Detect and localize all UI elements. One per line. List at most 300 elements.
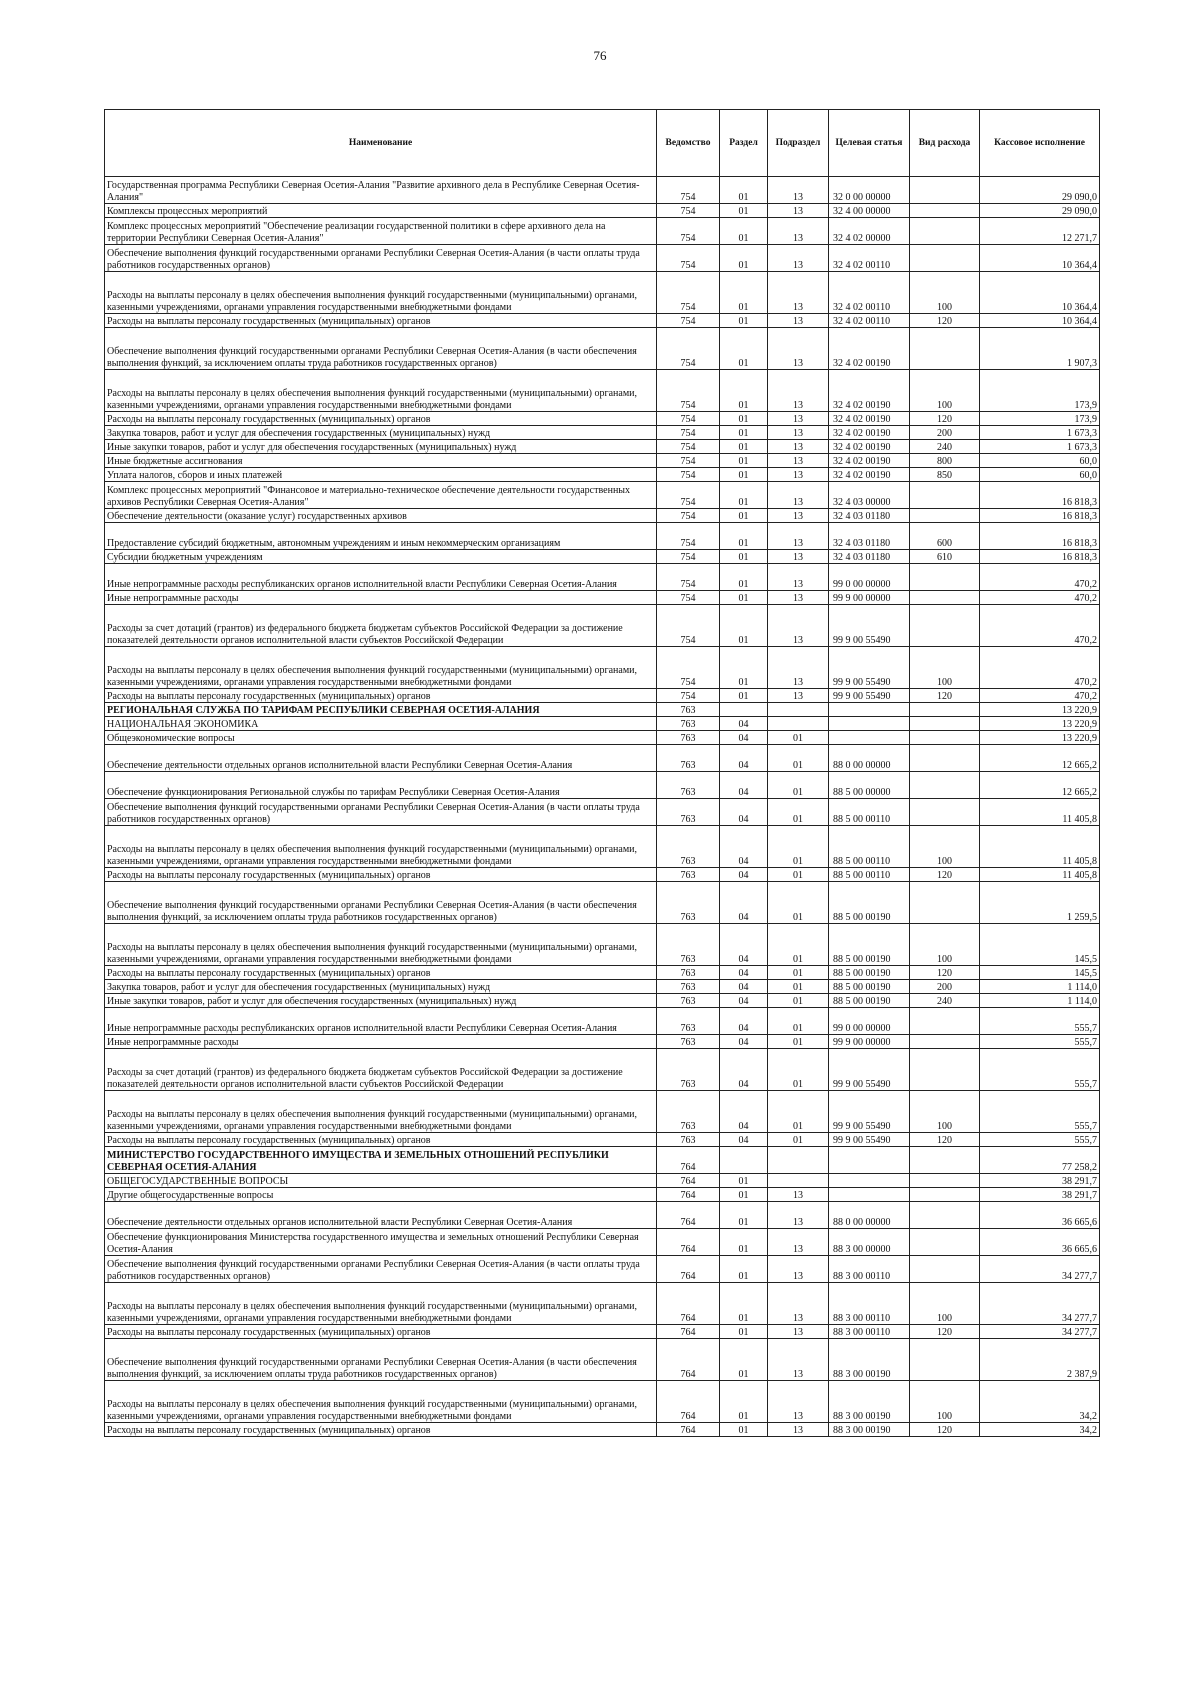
table-row — [105, 550, 1100, 564]
cell-name: Обеспечение выполнения функций государственными органами Республики Северная Осетия-Алания (в части обеспечения выполнения функций, за исключением оплаты труда работников государственных органов) — [105, 328, 657, 370]
cell-target: 32 4 02 00000 — [829, 218, 910, 245]
cell-execution: 470,2 — [980, 647, 1100, 689]
cell-department: 763 — [657, 980, 720, 994]
cell-department: 754 — [657, 509, 720, 523]
cell-department: 754 — [657, 468, 720, 482]
cell-department: 754 — [657, 523, 720, 550]
cell-expense-type: 120 — [910, 1325, 980, 1339]
table-row — [105, 1423, 1100, 1437]
table-row — [105, 924, 1100, 966]
cell-name: РЕГИОНАЛЬНАЯ СЛУЖБА ПО ТАРИФАМ РЕСПУБЛИКИ СЕВЕРНАЯ ОСЕТИЯ-АЛАНИЯ — [105, 703, 657, 717]
cell-execution: 555,7 — [980, 1008, 1100, 1035]
table-row — [105, 468, 1100, 482]
cell-section — [720, 1147, 768, 1174]
cell-section: 04 — [720, 868, 768, 882]
cell-expense-type — [910, 605, 980, 647]
cell-department: 763 — [657, 826, 720, 868]
cell-target: 32 4 02 00190 — [829, 412, 910, 426]
header-target: Целевая статья — [829, 110, 910, 177]
cell-department: 764 — [657, 1381, 720, 1423]
cell-department: 764 — [657, 1339, 720, 1381]
cell-execution: 13 220,9 — [980, 731, 1100, 745]
cell-target: 88 3 00 00110 — [829, 1256, 910, 1283]
cell-expense-type — [910, 1339, 980, 1381]
cell-name: Комплексы процессных мероприятий — [105, 204, 657, 218]
cell-target: 88 3 00 00110 — [829, 1283, 910, 1325]
cell-department: 763 — [657, 994, 720, 1008]
cell-target: 32 4 02 00190 — [829, 426, 910, 440]
cell-expense-type: 240 — [910, 994, 980, 1008]
cell-section — [720, 703, 768, 717]
cell-subsection: 13 — [768, 1325, 829, 1339]
cell-section: 04 — [720, 924, 768, 966]
cell-expense-type — [910, 799, 980, 826]
cell-name: МИНИСТЕРСТВО ГОСУДАРСТВЕННОГО ИМУЩЕСТВА И ЗЕМЕЛЬНЫХ ОТНОШЕНИЙ РЕСПУБЛИКИ СЕВЕРНАЯ ОСЕТИЯ-АЛАНИЯ — [105, 1147, 657, 1174]
cell-name: Комплекс процессных мероприятий "Финансовое и материально-техническое обеспечение деятельности государственных архивов Республики Северная Осетия-Алания" — [105, 482, 657, 509]
cell-section: 04 — [720, 826, 768, 868]
page-number: 76 — [593, 48, 607, 63]
cell-execution: 29 090,0 — [980, 177, 1100, 204]
cell-execution: 60,0 — [980, 468, 1100, 482]
cell-subsection: 01 — [768, 882, 829, 924]
cell-execution: 145,5 — [980, 966, 1100, 980]
header-section: Раздел — [720, 110, 768, 177]
cell-section: 01 — [720, 218, 768, 245]
table-row — [105, 1188, 1100, 1202]
cell-subsection: 01 — [768, 980, 829, 994]
cell-subsection — [768, 703, 829, 717]
cell-expense-type — [910, 1229, 980, 1256]
cell-section: 01 — [720, 454, 768, 468]
cell-section: 04 — [720, 745, 768, 772]
cell-subsection: 01 — [768, 745, 829, 772]
cell-name: Расходы на выплаты персоналу в целях обеспечения выполнения функций государственными (муниципальными) органами, казенными учреждениями, органами управления государственными внебюджетными фондами — [105, 1381, 657, 1423]
cell-execution: 173,9 — [980, 370, 1100, 412]
cell-department: 763 — [657, 1035, 720, 1049]
cell-department: 763 — [657, 868, 720, 882]
cell-target: 88 3 00 00110 — [829, 1325, 910, 1339]
table-row — [105, 1147, 1100, 1174]
cell-execution: 34,2 — [980, 1381, 1100, 1423]
cell-name: Иные непрограммные расходы — [105, 1035, 657, 1049]
cell-subsection: 01 — [768, 826, 829, 868]
cell-section: 01 — [720, 1325, 768, 1339]
cell-expense-type: 100 — [910, 924, 980, 966]
cell-department: 763 — [657, 772, 720, 799]
cell-target: 99 9 00 55490 — [829, 1049, 910, 1091]
cell-section: 04 — [720, 980, 768, 994]
cell-name: Расходы на выплаты персоналу в целях обеспечения выполнения функций государственными (муниципальными) органами, казенными учреждениями, органами управления государственными внебюджетными фондами — [105, 924, 657, 966]
cell-section: 04 — [720, 1091, 768, 1133]
cell-target: 88 5 00 00000 — [829, 772, 910, 799]
cell-section: 01 — [720, 204, 768, 218]
cell-target: 32 4 03 01180 — [829, 523, 910, 550]
cell-subsection: 13 — [768, 564, 829, 591]
cell-target: 99 0 00 00000 — [829, 1008, 910, 1035]
cell-section: 04 — [720, 994, 768, 1008]
cell-section: 01 — [720, 426, 768, 440]
cell-execution: 29 090,0 — [980, 204, 1100, 218]
cell-expense-type — [910, 482, 980, 509]
cell-execution: 16 818,3 — [980, 482, 1100, 509]
cell-department: 754 — [657, 204, 720, 218]
cell-target: 88 5 00 00110 — [829, 799, 910, 826]
table-row — [105, 882, 1100, 924]
cell-department: 763 — [657, 703, 720, 717]
cell-expense-type — [910, 882, 980, 924]
cell-subsection: 01 — [768, 772, 829, 799]
cell-section: 01 — [720, 689, 768, 703]
cell-execution: 11 405,8 — [980, 826, 1100, 868]
cell-subsection — [768, 1174, 829, 1188]
table-row — [105, 703, 1100, 717]
cell-subsection: 01 — [768, 799, 829, 826]
cell-target — [829, 731, 910, 745]
cell-target: 88 0 00 00000 — [829, 1202, 910, 1229]
cell-target: 88 3 00 00190 — [829, 1381, 910, 1423]
cell-subsection: 13 — [768, 689, 829, 703]
cell-name: Расходы на выплаты персоналу государственных (муниципальных) органов — [105, 314, 657, 328]
cell-subsection: 01 — [768, 731, 829, 745]
cell-section: 01 — [720, 370, 768, 412]
cell-name: Субсидии бюджетным учреждениям — [105, 550, 657, 564]
cell-name: Расходы на выплаты персоналу в целях обеспечения выполнения функций государственными (муниципальными) органами, казенными учреждениями, органами управления государственными внебюджетными фондами — [105, 1283, 657, 1325]
table-row — [105, 440, 1100, 454]
cell-target — [829, 717, 910, 731]
cell-target: 32 4 02 00190 — [829, 454, 910, 468]
cell-section: 01 — [720, 1283, 768, 1325]
header-expense-type: Вид расхода — [910, 110, 980, 177]
table-row — [105, 1035, 1100, 1049]
table-row — [105, 799, 1100, 826]
cell-subsection: 01 — [768, 1133, 829, 1147]
cell-target: 32 4 03 00000 — [829, 482, 910, 509]
cell-section: 01 — [720, 523, 768, 550]
cell-section: 01 — [720, 647, 768, 689]
header-department: Ведомство — [657, 110, 720, 177]
cell-expense-type: 610 — [910, 550, 980, 564]
cell-section: 01 — [720, 1202, 768, 1229]
cell-expense-type — [910, 772, 980, 799]
cell-target: 32 4 02 00190 — [829, 328, 910, 370]
cell-department: 764 — [657, 1325, 720, 1339]
cell-expense-type — [910, 328, 980, 370]
table-row — [105, 605, 1100, 647]
cell-expense-type: 120 — [910, 689, 980, 703]
cell-execution: 1 673,3 — [980, 426, 1100, 440]
cell-department: 754 — [657, 550, 720, 564]
cell-expense-type: 120 — [910, 1133, 980, 1147]
cell-section: 01 — [720, 564, 768, 591]
table-row — [105, 1283, 1100, 1325]
table-row — [105, 177, 1100, 204]
cell-subsection: 13 — [768, 1381, 829, 1423]
budget-table — [104, 109, 1100, 1437]
cell-execution: 2 387,9 — [980, 1339, 1100, 1381]
cell-subsection: 13 — [768, 523, 829, 550]
cell-department: 763 — [657, 966, 720, 980]
cell-execution: 34 277,7 — [980, 1325, 1100, 1339]
cell-subsection: 13 — [768, 204, 829, 218]
cell-department: 754 — [657, 314, 720, 328]
cell-name: Обеспечение функционирования Министерства государственного имущества и земельных отношений Республики Северная Осетия-Алания — [105, 1229, 657, 1256]
cell-department: 754 — [657, 370, 720, 412]
cell-execution: 12 271,7 — [980, 218, 1100, 245]
cell-expense-type — [910, 1049, 980, 1091]
cell-execution: 12 665,2 — [980, 772, 1100, 799]
cell-name: Иные бюджетные ассигнования — [105, 454, 657, 468]
cell-subsection: 01 — [768, 1049, 829, 1091]
cell-subsection: 13 — [768, 647, 829, 689]
header-subsection: Подраздел — [768, 110, 829, 177]
cell-execution: 12 665,2 — [980, 745, 1100, 772]
cell-subsection: 13 — [768, 426, 829, 440]
table-row — [105, 647, 1100, 689]
cell-target: 99 9 00 55490 — [829, 647, 910, 689]
cell-execution: 555,7 — [980, 1049, 1100, 1091]
cell-expense-type: 100 — [910, 370, 980, 412]
cell-section: 01 — [720, 591, 768, 605]
table-row — [105, 980, 1100, 994]
cell-expense-type: 100 — [910, 1091, 980, 1133]
cell-department: 754 — [657, 647, 720, 689]
cell-execution: 1 673,3 — [980, 440, 1100, 454]
cell-expense-type — [910, 1174, 980, 1188]
cell-name: Другие общегосударственные вопросы — [105, 1188, 657, 1202]
cell-target: 32 4 02 00190 — [829, 440, 910, 454]
cell-subsection: 13 — [768, 1423, 829, 1437]
cell-subsection: 13 — [768, 314, 829, 328]
cell-section: 01 — [720, 245, 768, 272]
table-body — [105, 177, 1100, 1437]
table-row — [105, 717, 1100, 731]
cell-department: 764 — [657, 1147, 720, 1174]
cell-subsection: 01 — [768, 966, 829, 980]
cell-name: Обеспечение деятельности отдельных органов исполнительной власти Республики Северная Осетия-Алания — [105, 1202, 657, 1229]
cell-execution: 60,0 — [980, 454, 1100, 468]
cell-execution: 34 277,7 — [980, 1256, 1100, 1283]
cell-department: 763 — [657, 924, 720, 966]
cell-name: Расходы на выплаты персоналу государственных (муниципальных) органов — [105, 1325, 657, 1339]
cell-target: 32 0 00 00000 — [829, 177, 910, 204]
table-row — [105, 1381, 1100, 1423]
cell-subsection: 01 — [768, 1035, 829, 1049]
cell-name: Расходы на выплаты персоналу в целях обеспечения выполнения функций государственными (муниципальными) органами, казенными учреждениями, органами управления государственными внебюджетными фондами — [105, 826, 657, 868]
cell-target: 99 9 00 55490 — [829, 689, 910, 703]
cell-department: 763 — [657, 882, 720, 924]
cell-section: 04 — [720, 1133, 768, 1147]
cell-subsection: 13 — [768, 1202, 829, 1229]
cell-name: Расходы на выплаты персоналу в целях обеспечения выполнения функций государственными (муниципальными) органами, казенными учреждениями, органами управления государственными внебюджетными фондами — [105, 647, 657, 689]
cell-execution: 10 364,4 — [980, 245, 1100, 272]
table-row — [105, 1133, 1100, 1147]
cell-section: 01 — [720, 1174, 768, 1188]
cell-section: 01 — [720, 328, 768, 370]
cell-expense-type: 120 — [910, 1423, 980, 1437]
cell-section: 01 — [720, 550, 768, 564]
cell-subsection: 13 — [768, 1283, 829, 1325]
table-row — [105, 1174, 1100, 1188]
cell-department: 754 — [657, 272, 720, 314]
cell-execution: 13 220,9 — [980, 717, 1100, 731]
cell-department: 754 — [657, 328, 720, 370]
cell-department: 764 — [657, 1256, 720, 1283]
cell-execution: 1 259,5 — [980, 882, 1100, 924]
table-row — [105, 966, 1100, 980]
cell-execution: 1 114,0 — [980, 980, 1100, 994]
cell-subsection: 13 — [768, 1256, 829, 1283]
table-row — [105, 204, 1100, 218]
cell-section: 01 — [720, 1229, 768, 1256]
cell-subsection — [768, 1147, 829, 1174]
cell-section: 04 — [720, 731, 768, 745]
cell-name: Обеспечение деятельности отдельных органов исполнительной власти Республики Северная Осетия-Алания — [105, 745, 657, 772]
table-row — [105, 1091, 1100, 1133]
cell-section: 04 — [720, 717, 768, 731]
cell-execution: 470,2 — [980, 605, 1100, 647]
cell-expense-type — [910, 509, 980, 523]
cell-department: 764 — [657, 1423, 720, 1437]
table-row — [105, 314, 1100, 328]
cell-department: 754 — [657, 564, 720, 591]
cell-subsection: 13 — [768, 440, 829, 454]
cell-name: Иные закупки товаров, работ и услуг для обеспечения государственных (муниципальных) нужд — [105, 994, 657, 1008]
cell-name: Расходы на выплаты персоналу государственных (муниципальных) органов — [105, 966, 657, 980]
cell-execution: 77 258,2 — [980, 1147, 1100, 1174]
table-row — [105, 482, 1100, 509]
cell-expense-type — [910, 218, 980, 245]
cell-target: 99 0 00 00000 — [829, 564, 910, 591]
table-row — [105, 245, 1100, 272]
cell-department: 764 — [657, 1174, 720, 1188]
cell-name: Расходы на выплаты персоналу государственных (муниципальных) органов — [105, 689, 657, 703]
cell-section: 01 — [720, 440, 768, 454]
table-row — [105, 1325, 1100, 1339]
cell-name: Расходы за счет дотаций (грантов) из федерального бюджета бюджетам субъектов Российской Федерации за достижение показателей деятельности органов исполнительной власти субъектов Российской Федерации — [105, 1049, 657, 1091]
cell-subsection: 13 — [768, 177, 829, 204]
table-row — [105, 1202, 1100, 1229]
cell-name: Обеспечение выполнения функций государственными органами Республики Северная Осетия-Алания (в части оплаты труда работников государственных органов) — [105, 245, 657, 272]
cell-section: 01 — [720, 1423, 768, 1437]
cell-expense-type: 850 — [910, 468, 980, 482]
table-row — [105, 772, 1100, 799]
cell-execution: 1 114,0 — [980, 994, 1100, 1008]
cell-target: 88 5 00 00190 — [829, 966, 910, 980]
cell-name: Расходы на выплаты персоналу в целях обеспечения выполнения функций государственными (муниципальными) органами, казенными учреждениями, органами управления государственными внебюджетными фондами — [105, 272, 657, 314]
cell-execution: 10 364,4 — [980, 272, 1100, 314]
cell-department: 763 — [657, 799, 720, 826]
cell-name: Закупка товаров, работ и услуг для обеспечения государственных (муниципальных) нужд — [105, 980, 657, 994]
cell-expense-type — [910, 731, 980, 745]
cell-target: 32 4 02 00110 — [829, 314, 910, 328]
cell-expense-type — [910, 1008, 980, 1035]
cell-name: Обеспечение выполнения функций государственными органами Республики Северная Осетия-Алания (в части обеспечения выполнения функций, за исключением оплаты труда работников государственных органов) — [105, 882, 657, 924]
cell-department: 763 — [657, 1008, 720, 1035]
cell-section: 01 — [720, 468, 768, 482]
cell-expense-type — [910, 1188, 980, 1202]
cell-department: 764 — [657, 1188, 720, 1202]
cell-expense-type: 120 — [910, 966, 980, 980]
cell-execution: 555,7 — [980, 1035, 1100, 1049]
cell-name: Обеспечение выполнения функций государственными органами Республики Северная Осетия-Алания (в части оплаты труда работников государственных органов) — [105, 1256, 657, 1283]
cell-name: Обеспечение выполнения функций государственными органами Республики Северная Осетия-Алания (в части обеспечения выполнения функций, за исключением оплаты труда работников государственных органов) — [105, 1339, 657, 1381]
cell-name: Расходы на выплаты персоналу государственных (муниципальных) органов — [105, 1133, 657, 1147]
cell-department: 754 — [657, 412, 720, 426]
cell-subsection: 13 — [768, 218, 829, 245]
table-row — [105, 1008, 1100, 1035]
table-header — [105, 110, 1100, 177]
cell-name: Государственная программа Республики Северная Осетия-Алания "Развитие архивного дела в Республике Северная Осетия-Алания" — [105, 177, 657, 204]
cell-subsection: 13 — [768, 245, 829, 272]
table-row — [105, 689, 1100, 703]
table-row — [105, 868, 1100, 882]
cell-expense-type — [910, 703, 980, 717]
cell-expense-type: 120 — [910, 314, 980, 328]
cell-target: 88 3 00 00000 — [829, 1229, 910, 1256]
cell-subsection: 13 — [768, 605, 829, 647]
cell-expense-type: 120 — [910, 868, 980, 882]
cell-execution: 13 220,9 — [980, 703, 1100, 717]
cell-expense-type — [910, 245, 980, 272]
cell-target: 88 5 00 00190 — [829, 994, 910, 1008]
cell-subsection: 13 — [768, 1188, 829, 1202]
cell-target: 32 4 02 00110 — [829, 272, 910, 314]
cell-target: 32 4 00 00000 — [829, 204, 910, 218]
table-row — [105, 1229, 1100, 1256]
cell-execution: 36 665,6 — [980, 1202, 1100, 1229]
table-row — [105, 826, 1100, 868]
cell-name: Предоставление субсидий бюджетным, автономным учреждениям и иным некоммерческим организациям — [105, 523, 657, 550]
cell-target: 99 9 00 55490 — [829, 1091, 910, 1133]
header-execution: Кассовое исполнение — [980, 110, 1100, 177]
cell-target: 88 0 00 00000 — [829, 745, 910, 772]
cell-name: Обеспечение функционирования Региональной службы по тарифам Республики Северная Осетия-Алания — [105, 772, 657, 799]
cell-execution: 470,2 — [980, 564, 1100, 591]
cell-expense-type — [910, 564, 980, 591]
cell-department: 763 — [657, 1133, 720, 1147]
cell-subsection: 13 — [768, 412, 829, 426]
cell-name: Закупка товаров, работ и услуг для обеспечения государственных (муниципальных) нужд — [105, 426, 657, 440]
cell-department: 764 — [657, 1283, 720, 1325]
table-row — [105, 523, 1100, 550]
table-row — [105, 591, 1100, 605]
cell-target — [829, 703, 910, 717]
cell-section: 04 — [720, 1049, 768, 1091]
cell-expense-type: 240 — [910, 440, 980, 454]
table-row — [105, 328, 1100, 370]
cell-section: 04 — [720, 772, 768, 799]
cell-subsection: 01 — [768, 924, 829, 966]
cell-execution: 16 818,3 — [980, 509, 1100, 523]
cell-section: 04 — [720, 799, 768, 826]
table-row — [105, 1049, 1100, 1091]
cell-subsection: 13 — [768, 272, 829, 314]
cell-execution: 11 405,8 — [980, 868, 1100, 882]
cell-department: 754 — [657, 605, 720, 647]
cell-name: Расходы на выплаты персоналу государственных (муниципальных) органов — [105, 1423, 657, 1437]
cell-subsection: 13 — [768, 509, 829, 523]
cell-section: 04 — [720, 966, 768, 980]
cell-execution: 34,2 — [980, 1423, 1100, 1437]
cell-name: Расходы на выплаты персоналу в целях обеспечения выполнения функций государственными (муниципальными) органами, казенными учреждениями, органами управления государственными внебюджетными фондами — [105, 1091, 657, 1133]
cell-name: Общеэкономические вопросы — [105, 731, 657, 745]
table-row — [105, 745, 1100, 772]
table-row — [105, 218, 1100, 245]
table-row — [105, 731, 1100, 745]
cell-expense-type — [910, 1035, 980, 1049]
cell-department: 763 — [657, 745, 720, 772]
cell-execution: 470,2 — [980, 689, 1100, 703]
